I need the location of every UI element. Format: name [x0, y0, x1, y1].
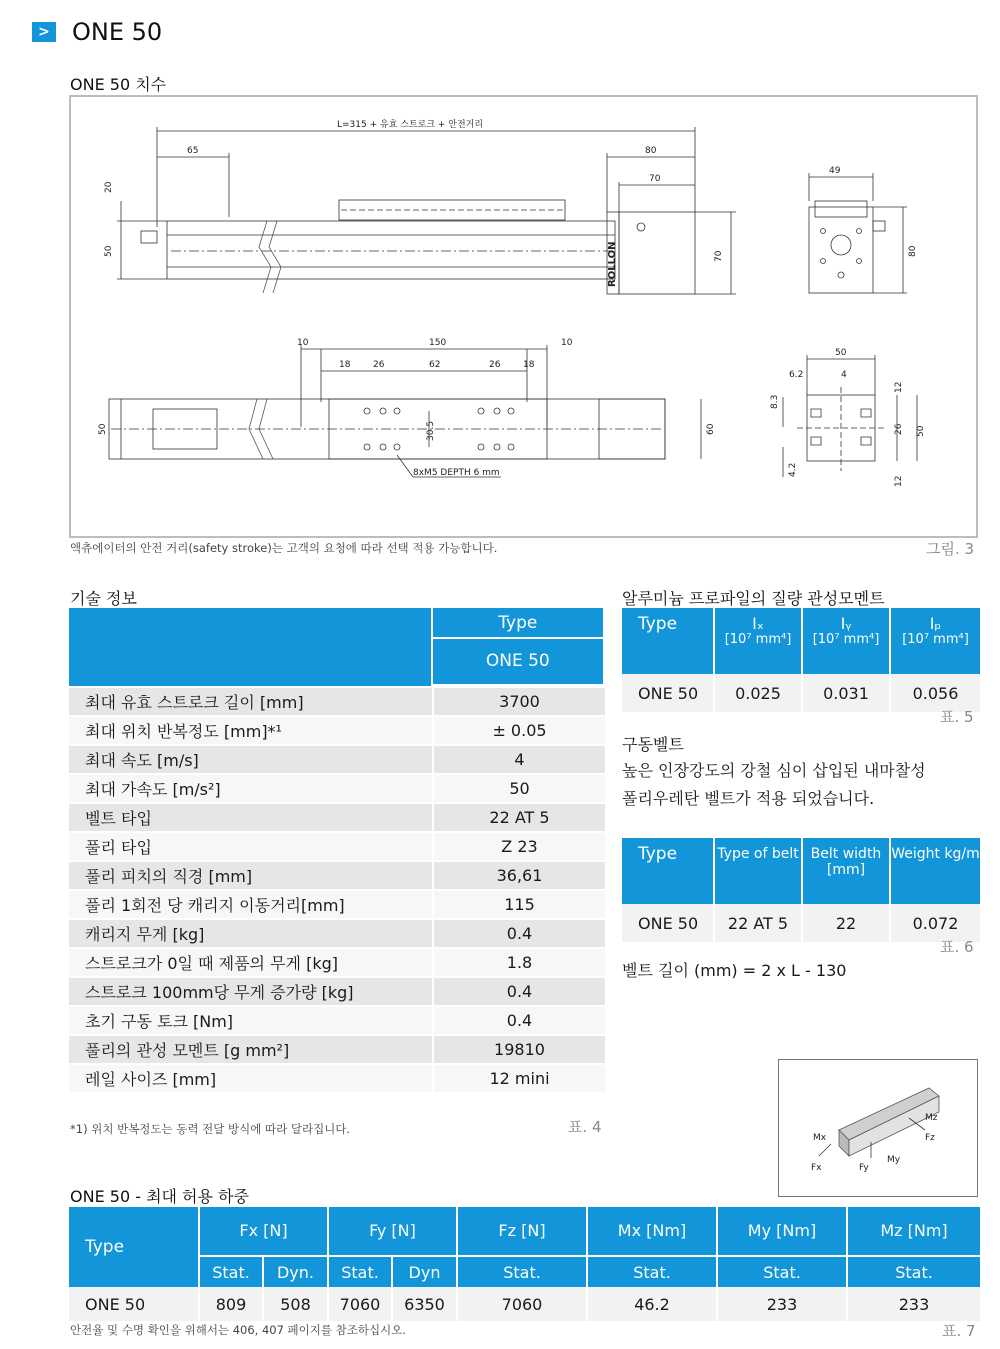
page-title: ONE 50: [72, 18, 163, 46]
sub-head: Stat.: [588, 1257, 718, 1287]
loads-table-label: 표. 7: [942, 1322, 976, 1340]
table-row: [69, 891, 605, 920]
dimension-drawing: [69, 95, 978, 538]
dim-8-3: 8.3: [770, 394, 780, 409]
dim-49: 49: [829, 166, 841, 176]
drawing-caption: 액츄에이터의 안전 거리(safety stroke)는 고객의 요청에 따라 선택 적용 가능합니다.: [70, 541, 498, 555]
dim-26-profile: 26: [894, 423, 904, 435]
belt-head-type: Type: [622, 838, 715, 904]
tech-header-blank: [69, 608, 431, 686]
cell-mx-stat: 46.2: [588, 1287, 718, 1321]
row-label: 레일 사이즈 [mm]: [69, 1065, 432, 1094]
inertia-unit: [10⁷ mm⁴]: [724, 632, 792, 647]
inertia-table-label: 표. 5: [940, 708, 974, 726]
table-row: [69, 920, 605, 949]
dim-12-bottom: 12: [894, 475, 904, 487]
cell-mz-stat: 233: [848, 1287, 980, 1321]
dim-60: 60: [706, 423, 716, 435]
inertia-head-ix: Iₓ: [752, 614, 764, 633]
inertia-unit: [10⁷ mm⁴]: [902, 632, 969, 647]
technical-drawing-svg: [71, 97, 976, 536]
row-value: 4: [432, 746, 605, 775]
loads-head-type: Type: [69, 1207, 200, 1287]
row-value: 0.4: [432, 978, 605, 1007]
tech-section-title: 기술 정보: [70, 589, 137, 608]
table-row: [69, 717, 605, 746]
dim-screw-spec: 8xM5 DEPTH 6 mm: [413, 468, 500, 478]
inertia-table: [622, 608, 980, 712]
dim-30-5: 30.5: [426, 420, 436, 441]
table-row: [69, 804, 605, 833]
sub-head: Stat.: [718, 1257, 848, 1287]
inertia-unit: [10⁷ mm⁴]: [812, 632, 880, 647]
tech-head-type: Type: [433, 608, 603, 639]
sub-head: Stat.: [848, 1257, 980, 1287]
cell-width: 22: [803, 904, 891, 942]
tech-table: [69, 608, 603, 1094]
dim-length-formula: L=315 + 유효 스트로크 + 안전거리: [337, 120, 484, 130]
belt-head-type-of-belt: Type of belt: [715, 838, 803, 904]
sub-head: Stat.: [458, 1257, 588, 1287]
cell-type: ONE 50: [622, 904, 715, 942]
row-label: 풀리 피치의 직경 [mm]: [69, 862, 432, 891]
row-value: 36,61: [432, 862, 605, 891]
inertia-section-title: 알루미늄 프로파일의 질량 관성모멘트: [622, 589, 885, 608]
cell-fy-stat: 7060: [329, 1287, 393, 1321]
loads-head-fx: Fx [N]: [200, 1207, 329, 1257]
table-row: [69, 1007, 605, 1036]
sub-head: Dyn.: [264, 1257, 329, 1287]
axis-fz-label: Fz: [925, 1133, 935, 1143]
cell-type: ONE 50: [622, 674, 715, 712]
cell-ix: 0.025: [715, 674, 803, 712]
table-row: [69, 978, 605, 1007]
belt-head-weight: Weight kg/m: [891, 838, 980, 904]
table-row: [69, 1036, 605, 1065]
row-value: 3700: [432, 688, 605, 717]
row-label: 풀리 타입: [69, 833, 432, 862]
dim-4: 4: [841, 370, 847, 380]
loads-head-fy: Fy [N]: [329, 1207, 458, 1257]
row-value: 50: [432, 775, 605, 804]
inertia-head-iy: Iᵧ: [840, 614, 852, 633]
inertia-head-ip: Iₚ: [929, 614, 942, 633]
belt-desc-1: 높은 인장강도의 강철 심이 삽입된 내마찰성: [622, 761, 926, 780]
belt-length-formula: 벨트 길이 (mm) = 2 x L - 130: [622, 961, 847, 980]
dim-70-vertical: 70: [714, 250, 724, 262]
belt-table: [622, 838, 980, 942]
table-row: [69, 688, 605, 717]
table-row: [69, 833, 605, 862]
dim-4-2: 4.2: [788, 462, 798, 477]
row-value: 115: [432, 891, 605, 920]
figure-label: 그림. 3: [926, 540, 975, 558]
table-row: [69, 775, 605, 804]
axes-figure: [778, 1059, 978, 1197]
dim-profile-50: 50: [835, 348, 847, 358]
axes-diagram-svg: [779, 1060, 977, 1196]
dim-26-left: 26: [373, 360, 385, 370]
row-value: Z 23: [432, 833, 605, 862]
row-label: 스트로크 100mm당 무게 증가량 [kg]: [69, 978, 432, 1007]
dim-65: 65: [187, 146, 199, 156]
cell-belt-type: 22 AT 5: [715, 904, 803, 942]
dim-10-left: 10: [297, 338, 309, 348]
table-row: [622, 674, 980, 712]
dim-50-bottom: 50: [98, 423, 108, 435]
row-label: 풀리의 관성 모멘트 [g mm²]: [69, 1036, 432, 1065]
row-label: 벨트 타입: [69, 804, 432, 833]
cell-fz-stat: 7060: [458, 1287, 588, 1321]
loads-head-fz: Fz [N]: [458, 1207, 588, 1257]
sub-head: Stat.: [200, 1257, 264, 1287]
dim-50: 50: [104, 245, 114, 257]
cell-fx-stat: 809: [200, 1287, 264, 1321]
row-label: 스트로크가 0일 때 제품의 무게 [kg]: [69, 949, 432, 978]
row-value: ± 0.05: [432, 717, 605, 746]
dim-26-right: 26: [489, 360, 501, 370]
loads-table: [69, 1207, 980, 1321]
dim-80-vertical: 80: [908, 245, 918, 257]
chevron-right-icon: >: [32, 22, 56, 42]
axis-my-label: My: [887, 1155, 901, 1165]
row-label: 최대 속도 [m/s]: [69, 746, 432, 775]
tech-rows: [69, 688, 605, 1094]
belt-table-label: 표. 6: [940, 938, 974, 956]
table-row: [69, 746, 605, 775]
dim-80: 80: [645, 146, 657, 156]
dim-12-top: 12: [894, 381, 904, 393]
loads-head-mz: Mz [Nm]: [848, 1207, 980, 1257]
table-row: [69, 949, 605, 978]
row-label: 풀리 1회전 당 캐리지 이동거리[mm]: [69, 891, 432, 920]
row-value: 0.4: [432, 1007, 605, 1036]
row-label: 캐리지 무게 [kg]: [69, 920, 432, 949]
tech-table-label: 표. 4: [568, 1118, 602, 1136]
dim-10-right: 10: [561, 338, 573, 348]
cell-my-stat: 233: [718, 1287, 848, 1321]
sub-head: Dyn: [393, 1257, 458, 1287]
cell-iy: 0.031: [803, 674, 891, 712]
dim-150: 150: [429, 338, 447, 348]
row-label: 최대 가속도 [m/s²]: [69, 775, 432, 804]
axis-fy-label: Fy: [859, 1163, 869, 1173]
table-row: [69, 1065, 605, 1094]
cell-weight: 0.072: [891, 904, 980, 942]
sub-head: Stat.: [329, 1257, 393, 1287]
table-row: [622, 904, 980, 942]
table-row: [69, 1287, 980, 1321]
dim-70: 70: [649, 174, 661, 184]
row-label: 최대 유효 스트로크 길이 [mm]: [69, 688, 432, 717]
row-value: 0.4: [432, 920, 605, 949]
dim-50-profile: 50: [916, 425, 926, 437]
axis-mz-label: Mz: [925, 1113, 938, 1123]
dim-6-2: 6.2: [789, 370, 804, 380]
belt-desc-2: 폴리우레탄 벨트가 적용 되었습니다.: [622, 789, 875, 808]
cell-fx-dyn: 508: [264, 1287, 329, 1321]
row-label: 초기 구동 토크 [Nm]: [69, 1007, 432, 1036]
cell-ip: 0.056: [891, 674, 980, 712]
tech-footnote: *1) 위치 반복정도는 동력 전달 방식에 따라 달라집니다.: [70, 1122, 351, 1136]
tech-head-model: ONE 50: [433, 639, 603, 684]
dim-18-left: 18: [339, 360, 351, 370]
table-row: [69, 862, 605, 891]
loads-footnote: 안전율 및 수명 확인을 위해서는 406, 407 페이지를 참조하십시오.: [70, 1323, 406, 1337]
row-value: 22 AT 5: [432, 804, 605, 833]
dim-62: 62: [429, 360, 441, 370]
loads-head-my: My [Nm]: [718, 1207, 848, 1257]
axis-mx-label: Mx: [813, 1133, 827, 1143]
cell-fy-dyn: 6350: [393, 1287, 458, 1321]
belt-head-width: Belt width [mm]: [803, 838, 891, 904]
belt-section-title: 구동벨트: [622, 735, 684, 754]
cell-type: ONE 50: [69, 1287, 200, 1321]
row-label: 최대 위치 반복정도 [mm]*¹: [69, 717, 432, 746]
inertia-head-type: Type: [622, 608, 715, 674]
row-value: 19810: [432, 1036, 605, 1065]
loads-head-mx: Mx [Nm]: [588, 1207, 718, 1257]
row-value: 1.8: [432, 949, 605, 978]
axis-fx-label: Fx: [811, 1163, 822, 1173]
brand-label: ROLLON: [607, 241, 618, 287]
row-value: 12 mini: [432, 1065, 605, 1094]
dim-20: 20: [104, 181, 114, 193]
drawing-section-title: ONE 50 치수: [70, 75, 167, 94]
dim-18-right: 18: [523, 360, 535, 370]
loads-section-title: ONE 50 - 최대 허용 하중: [70, 1187, 249, 1206]
